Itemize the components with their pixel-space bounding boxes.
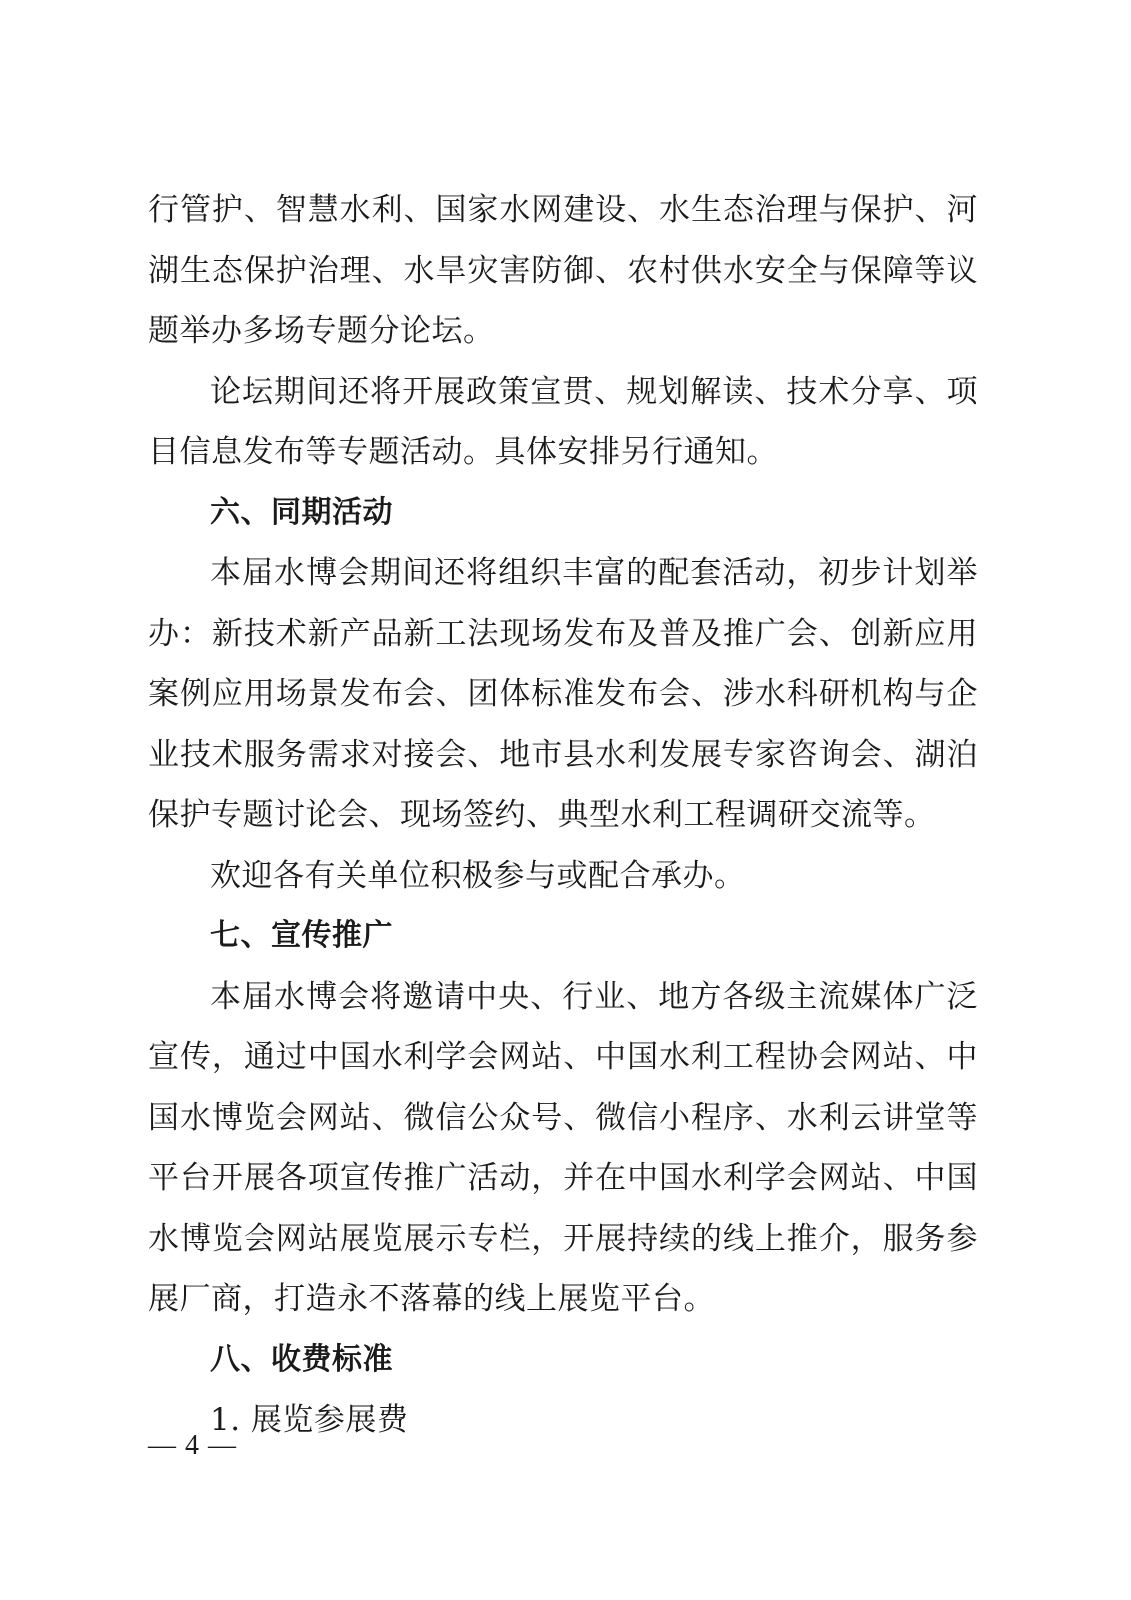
- document-body: [148, 180, 978, 1451]
- paragraph-forum-topics: 行管护、智慧水利、国家水网建设、水生态治理与保护、河湖生态保护治理、水旱灾害防御、农村供水安全与保障等议题举办多场专题分论坛。: [148, 192, 978, 349]
- page-number: — 4 —: [148, 1430, 237, 1461]
- paragraph-concurrent-activities: 本届水博会期间还将组织丰富的配套活动，初步计划举办：新技术新产品新工法现场发布及普及推广会、创新应用案例应用场景发布会、团体标准发布会、涉水科研机构与企业技术服务需求对接会、地市县水利发展专家咨询会、湖泊保护专题讨论会、现场签约、典型水利工程调研交流等。: [148, 555, 978, 833]
- paragraph-publicity: 本届水博会将邀请中央、行业、地方各级主流媒体广泛宣传，通过中国水利学会网站、中国水利工程协会网站、中国水博览会网站、微信公众号、微信小程序、水利云讲堂等平台开展各项宣传推广活动，并在中国水利学会网站、中国水博览会网站展览展示专栏，开展持续的线上推介，服务参展厂商，打造永不落幕的线上展览平台。: [148, 978, 978, 1317]
- section-heading-concurrent-activities: 六、同期活动: [210, 494, 393, 530]
- section-heading-publicity: 七、宣传推广: [210, 918, 393, 953]
- paragraph-exhibition-fee: 1. 展览参展费: [210, 1402, 409, 1438]
- paragraph-welcome-participation: 欢迎各有关单位积极参与或配合承办。: [210, 857, 746, 894]
- section-heading-fee-standard: 八、收费标准: [210, 1341, 393, 1377]
- paragraph-forum-activities: 论坛期间还将开展政策宣贯、规划解读、技术分享、项目信息发布等专题活动。具体安排另行通知。: [148, 373, 978, 470]
